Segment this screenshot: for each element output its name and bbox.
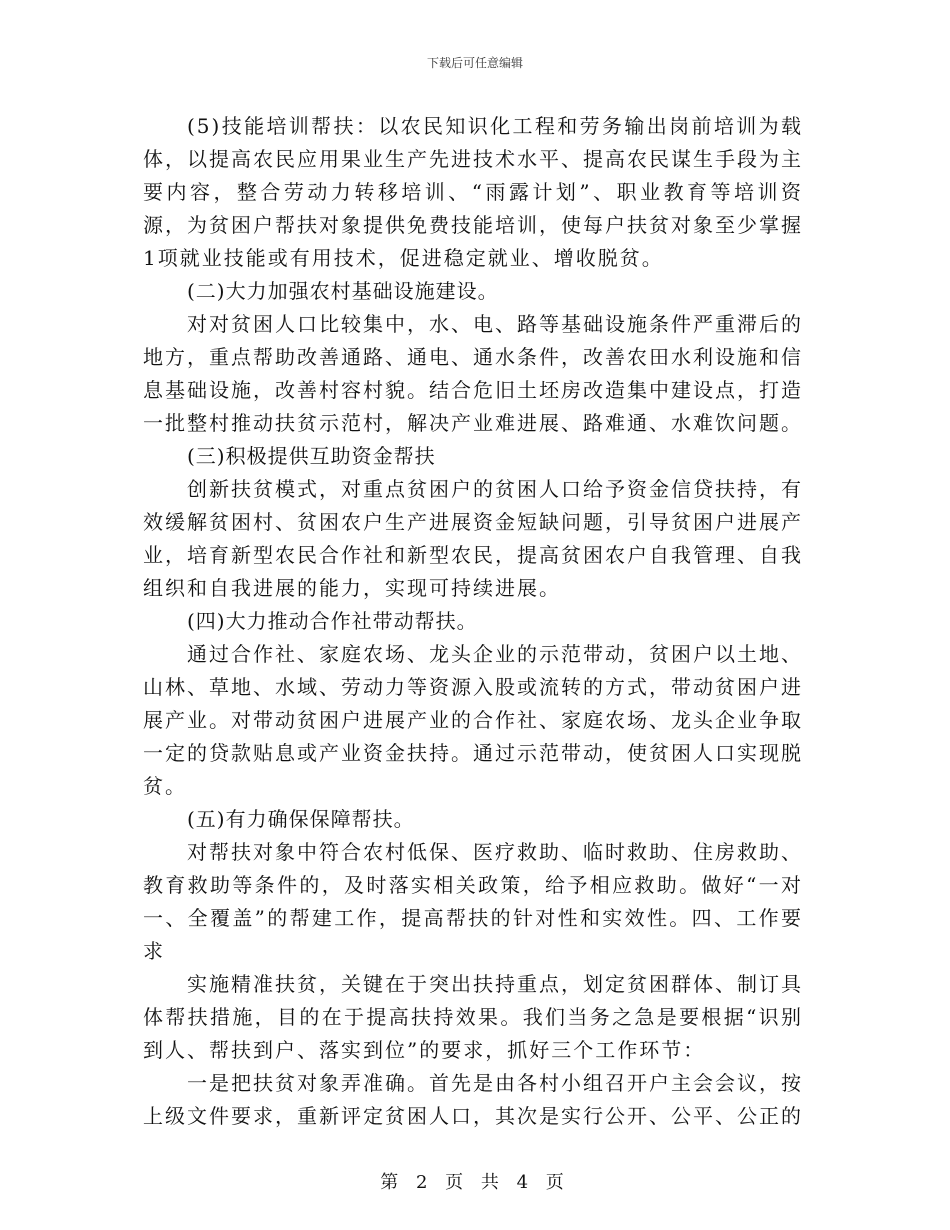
paragraph-mutual-funds: 创新扶贫模式，对重点贫困户的贫困人口给予资金信贷扶持，有效缓解贫困村、贫困农户生产进展资金短缺问题，引导贫困户进展产业，培育新型农民合作社和新型农民，提高贫困农户自我管理、自我组织和自我进展的能力，实现可持续进展。 [143,477,803,600]
paragraph-skill-training: (5)技能培训帮扶：以农民知识化工程和劳务输出岗前培训为载体，以提高农民应用果业生产先进技术水平、提高农民谋生手段为主要内容，整合劳动力转移培训、“雨露计划”、职业教育等培训资源，为贫困户帮扶对象提供免费技能培训，使每户扶贫对象至少掌握1项就业技能或有用技术，促进稳定就业、增收脱贫。 [143,114,803,270]
page-number-footer: 第 2 页 共 4 页 [380,1172,570,1193]
page-header: 下载后可任意编辑 [426,56,523,70]
paragraph-cooperatives: 通过合作社、家庭农场、龙头企业的示范带动，贫困户以土地、山林、草地、水域、劳动力等资源入股或流转的方式，带动贫困户进展产业。对带动贫困户进展产业的合作社、家庭农场、龙头企业争取一定的贷款贴息或产业资金扶持。通过示范带动，使贫困人口实现脱贫。 [143,642,803,798]
document-body [143,110,803,1133]
section-heading-3: (三)积极提供互助资金帮扶 [187,444,436,468]
paragraph-work-requirements: 实施精准扶贫，关键在于突出扶持重点，划定贫困群体、制订具体帮扶措施，目的在于提高扶持效果。我们当务之急是要根据“识别到人、帮扶到户、落实到位”的要求，抓好三个工作环节： [143,972,803,1062]
section-heading-4: (四)大力推动合作社带动帮扶。 [187,609,478,633]
paragraph-identify-targets: 一是把扶贫对象弄准确。首先是由各村小组召开户主会会议，按上级文件要求，重新评定贫困人口，其次是实行公开、公平、公正的 [143,1071,803,1128]
section-heading-5: (五)有力确保保障帮扶。 [187,807,415,831]
section-heading-2: (二)大力加强农村基础设施建设。 [187,279,499,303]
paragraph-infrastructure: 对对贫困人口比较集中，水、电、路等基础设施条件严重滞后的地方，重点帮助改善通路、通电、通水条件，改善农田水利设施和信息基础设施，改善村容村貌。结合危旧土坯房改造集中建设点，打造一批整村推动扶贫示范村，解决产业难进展、路难通、水难饮问题。 [143,312,803,435]
paragraph-security-assistance: 对帮扶对象中符合农村低保、医疗救助、临时救助、住房救助、教育救助等条件的，及时落实相关政策，给予相应救助。做好“一对一、全覆盖”的帮建工作，提高帮扶的针对性和实效性。四、工作要求 [143,840,803,963]
